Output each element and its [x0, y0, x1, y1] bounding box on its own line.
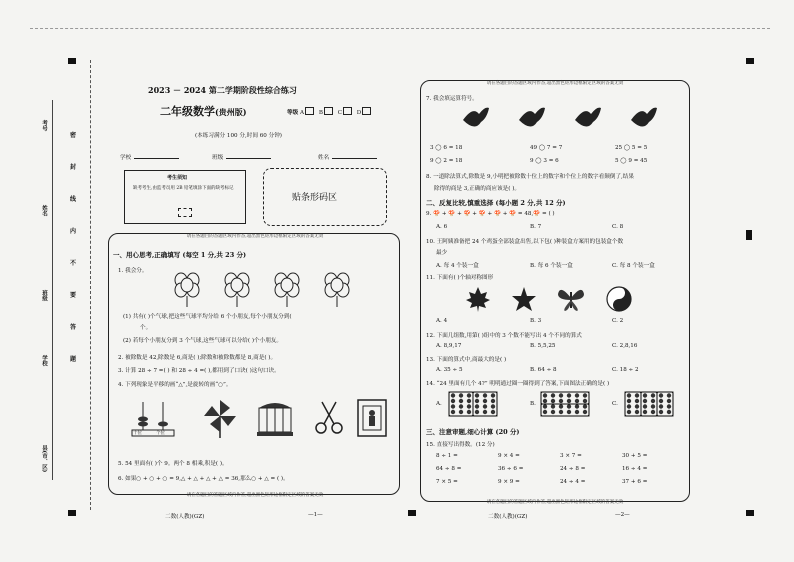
seal-char: 封: [70, 164, 77, 171]
heart-mark: [491, 404, 495, 408]
seal-char: 内: [70, 228, 77, 235]
registration-mark: [68, 510, 76, 516]
scissors-icon: [312, 398, 346, 438]
heart-mark: [483, 404, 487, 408]
balloon-bunch: [325, 273, 349, 307]
heart-mark: [635, 399, 639, 403]
section-3-title: 三、注意审题,细心计算 (20 分): [426, 428, 520, 436]
seal-char: 题: [70, 356, 77, 363]
heart-mark: [583, 404, 587, 408]
dove-icon: [519, 108, 545, 127]
balloon-bunch: [275, 273, 299, 307]
grade-checkbox[interactable]: [305, 107, 314, 115]
heart-mark: [451, 404, 455, 408]
seal-line: [90, 60, 91, 510]
q10-option-a[interactable]: A. 每 4 个装一盒: [436, 263, 479, 269]
maple-leaf-icon: [465, 286, 491, 312]
heart-mark: [659, 404, 663, 408]
grade-a: A: [299, 110, 305, 116]
q10-option-b[interactable]: B. 每 6 个装一盒: [530, 263, 573, 269]
heart-mark: [575, 393, 579, 397]
seal-char: 不: [70, 260, 77, 267]
subject-name: 二年级数学: [160, 105, 215, 118]
calc-item: 24 ÷ 8 =: [560, 466, 586, 472]
heart-mark: [483, 393, 487, 397]
q9-option-b[interactable]: B. 7: [530, 224, 542, 230]
butterfly-icon: [556, 286, 586, 312]
margin-fill-line: [52, 100, 53, 480]
q11-option-a[interactable]: A. 4: [436, 318, 448, 324]
q13-option-c[interactable]: C. 18 ÷ 2: [612, 367, 639, 373]
q12-option-a[interactable]: A. 8,9,17: [436, 343, 462, 349]
q7-item: 25 ◯ 5 = 5: [615, 145, 648, 151]
q11: 11. 下面有( )个轴对称图形: [426, 275, 494, 281]
q13-option-a[interactable]: A. 35 ÷ 5: [436, 367, 463, 373]
heart-mark: [567, 399, 571, 403]
absent-mark[interactable]: [178, 208, 192, 217]
subject-title: [160, 103, 247, 119]
name-field[interactable]: [318, 153, 377, 161]
heart-mark: [459, 404, 463, 408]
heart-mark: [551, 399, 555, 403]
heart-mark: [667, 393, 671, 397]
grade-checkbox[interactable]: [324, 107, 333, 115]
q1-2: (2) 若每个小朋友分到 3 个气球,这些气球可以分给( )个小朋友。: [123, 338, 282, 344]
heart-mark: [559, 404, 563, 408]
grade-d: D: [356, 110, 362, 116]
heart-grid-a: [448, 391, 498, 417]
q8b: 除得的商是 3,正确的商应该是( )。: [434, 186, 520, 192]
barcode-label: 贴条形码区: [292, 193, 338, 203]
calc-item: 8 ÷ 1 =: [436, 453, 458, 459]
heart-mark: [643, 399, 647, 403]
registration-mark: [746, 230, 752, 240]
heart-mark: [467, 410, 471, 414]
heart-mark: [467, 399, 471, 403]
grade-c: C: [337, 110, 342, 116]
calc-item: 3 × 7 =: [560, 453, 582, 459]
star-icon: [511, 286, 537, 312]
heart-mark: [451, 393, 455, 397]
q10b: 最少: [436, 250, 448, 256]
school-label: 学校: [120, 155, 132, 161]
elevator-icon: [355, 398, 389, 438]
calc-item: 16 ÷ 4 =: [622, 466, 648, 472]
margin-label-school: 学校: [41, 355, 47, 366]
heart-mark: [635, 393, 639, 397]
heart-mark: [475, 393, 479, 397]
carousel-icon: [255, 398, 295, 438]
q8: 8. 一道除法算式,除数是 9,小明把被除数十位上的数字和个位上的数字看颠倒了,结果: [426, 174, 634, 180]
q13: 13. 下面的算式中,商最大的是( ): [426, 357, 507, 363]
dove-illustration: [455, 104, 685, 136]
heart-mark: [543, 399, 547, 403]
calc-item: 24 ÷ 4 =: [560, 479, 586, 485]
q11-option-b[interactable]: B. 3: [530, 318, 542, 324]
q7-item: 9 ◯ 2 = 18: [430, 158, 463, 164]
heart-mark: [635, 410, 639, 414]
heart-mark: [459, 399, 463, 403]
heart-mark: [627, 410, 631, 414]
class-field[interactable]: [212, 153, 271, 161]
heart-mark: [491, 410, 495, 414]
registration-mark: [408, 510, 416, 516]
heart-mark: [551, 404, 555, 408]
balloon-illustration: [165, 272, 365, 308]
q6: 6. 如果○ + ○ + ○ = 9,△ + △ + △ + △ = 36,那么○ + △ = ( )。: [118, 476, 289, 482]
heart-mark: [483, 399, 487, 403]
q2: 2. 被除数是 42,除数是 6,商是( );除数和被除数都是 8,商是( )。: [118, 355, 277, 361]
exam-title: 2023 － 2024 第二学期阶段性综合练习: [148, 85, 297, 95]
seal-char: 要: [70, 292, 77, 299]
q4: 4. 下列现象是平移的画“△”,是旋转的画“○”。: [118, 382, 232, 388]
q5: 5. 54 里面有( )个 9。两个 8 相乘,积是( )。: [118, 461, 228, 467]
calc-item: 7 × 5 =: [436, 479, 458, 485]
heart-mark: [651, 399, 655, 403]
q7-item: 3 ◯ 6 = 18: [430, 145, 463, 151]
balloon-bunch: [225, 273, 249, 307]
heart-mark: [567, 404, 571, 408]
q12: 12. 下面几组数,用第( )组中的 3 个数不能写出 4 个不同的算式: [426, 333, 582, 339]
heart-mark: [643, 393, 647, 397]
grade-label: 等级: [287, 110, 299, 116]
exam-info: (本练习满分 100 分,时间 60 分钟): [195, 133, 282, 139]
grade-checkbox[interactable]: [362, 107, 371, 115]
heart-mark: [551, 393, 555, 397]
name-label: 姓名: [318, 155, 330, 161]
q7-item: 9 ◯ 3 = 6: [530, 158, 559, 164]
answer-notice: 请在各题目的答题区域内作答,超出黑色矩形边框限定区域的答案无效: [486, 81, 624, 86]
notice-box: [124, 170, 246, 224]
heart-mark: [583, 410, 587, 414]
q12-option-c[interactable]: C. 2,8,16: [612, 343, 638, 349]
dove-icon: [463, 108, 489, 127]
answer-notice: 请在各题目的答题区域内作答,超出黑色矩形边框限定区域的答案无效: [486, 500, 624, 505]
heart-mark: [459, 393, 463, 397]
edition: (贵州版): [215, 107, 247, 117]
q10: 10. 王阿姨准备把 24 个鸡蛋全部装盒出售,以下包( )种装盒方案用的包装盒个数: [426, 239, 624, 245]
heart-mark: [559, 393, 563, 397]
q12-option-b[interactable]: B. 5,5,25: [530, 343, 556, 349]
seal-char: 线: [70, 196, 77, 203]
heart-mark: [459, 410, 463, 414]
calc-item: 37 + 6 =: [622, 479, 648, 485]
heart-mark: [575, 410, 579, 414]
q9: 9. 🍄 + 🍄 + 🍄 + 🍄 + 🍄 + 🍄 = 48,🍄 = ( ): [426, 211, 555, 217]
footer-page-2: —2—: [615, 512, 630, 518]
answer-panel-right: [420, 80, 690, 502]
heart-mark: [651, 410, 655, 414]
yin-yang-icon: [606, 286, 632, 312]
heart-mark: [475, 399, 479, 403]
abacus-label-ones: 个位: [156, 431, 165, 436]
heart-mark: [627, 393, 631, 397]
margin-label-name: 姓名: [41, 205, 47, 216]
section-2-title: 二、反复比较,慎重选择 (每小题 2 分,共 12 分): [426, 199, 566, 207]
calc-item: 64 ÷ 8 =: [436, 466, 462, 472]
section-1-title: 一、用心思考,正确填写 (每空 1 分,共 23 分): [113, 251, 247, 259]
heart-mark: [567, 393, 571, 397]
heart-mark: [567, 410, 571, 414]
heart-mark: [483, 410, 487, 414]
q9-option-a[interactable]: A. 6: [436, 224, 448, 230]
margin-label-exam-no: 考号: [41, 120, 47, 131]
q1: 1. 我会分。: [118, 268, 148, 274]
notice-text: 缺考考生,由监考员用 2B 铅笔填涂下面的缺考标记: [133, 186, 234, 191]
heart-mark: [659, 393, 663, 397]
heart-mark: [627, 404, 631, 408]
heart-mark: [651, 404, 655, 408]
calc-item: 36 ÷ 6 =: [498, 466, 524, 472]
heart-mark: [667, 410, 671, 414]
q9-option-c[interactable]: C. 8: [612, 224, 624, 230]
heart-mark: [667, 399, 671, 403]
margin-label-county: 县(市、区): [41, 445, 47, 473]
heart-mark: [467, 393, 471, 397]
margin-label-class: 班级: [41, 290, 47, 301]
dove-icon: [575, 108, 601, 127]
q7-item: 49 ◯ 7 = 7: [530, 145, 563, 151]
class-label: 班级: [212, 155, 224, 161]
q10-option-c[interactable]: C. 每 8 个装一盒: [612, 263, 655, 269]
heart-mark: [559, 410, 563, 414]
q14-option-b[interactable]: B.: [530, 401, 536, 407]
registration-mark: [746, 510, 754, 516]
heart-mark: [635, 404, 639, 408]
q11-option-c[interactable]: C. 2: [612, 318, 624, 324]
heart-mark: [475, 410, 479, 414]
pinwheel-icon: [203, 398, 237, 438]
footer-left: 二数(人教)(GZ): [165, 514, 205, 520]
q1-1: (1) 共有( )个气球,把这些气球平均分给 6 个小朋友,每个小朋友分到(: [123, 314, 292, 320]
q14-option-c[interactable]: C.: [612, 401, 618, 407]
heart-mark: [643, 410, 647, 414]
heart-mark: [543, 393, 547, 397]
q3: 3. 计算 28 ÷ 7 =( ) 和 28 ÷ 4 =( ),都用到了口诀( )这句口诀。: [118, 368, 280, 374]
calc-item: 30 + 5 =: [622, 453, 648, 459]
heart-mark: [559, 399, 563, 403]
school-field[interactable]: [120, 153, 179, 161]
heart-mark: [651, 393, 655, 397]
heart-mark: [643, 404, 647, 408]
calc-item: 9 × 4 =: [498, 453, 520, 459]
notice-title: 考生须知: [167, 175, 188, 181]
heart-mark: [659, 410, 663, 414]
heart-mark: [551, 410, 555, 414]
heart-mark: [475, 404, 479, 408]
balloon-bunch: [175, 273, 199, 307]
top-edge: [30, 28, 770, 29]
dove-icon: [631, 108, 657, 127]
heart-mark: [583, 393, 587, 397]
heart-mark: [543, 404, 547, 408]
heart-mark: [667, 404, 671, 408]
answer-notice: 请在各题目的答题区域内作答,超出黑色矩形边框限定区域的答案无效: [186, 234, 324, 239]
seal-char: 密: [70, 132, 77, 139]
registration-mark: [68, 58, 76, 64]
heart-mark: [491, 399, 495, 403]
footer-left: 二数(人教)(GZ): [488, 514, 528, 520]
q1-1b: 个。: [140, 325, 152, 331]
q14-option-a[interactable]: A.: [436, 401, 442, 407]
grade-row: [287, 107, 374, 116]
q7: 7. 我会填运算符号。: [426, 96, 478, 102]
q15: 15. 直接写出得数。(12 分): [426, 442, 495, 448]
heart-mark: [575, 399, 579, 403]
heart-mark: [659, 399, 663, 403]
seal-char: 答: [70, 324, 77, 331]
heart-mark: [451, 410, 455, 414]
heart-mark: [627, 399, 631, 403]
grade-checkbox[interactable]: [343, 107, 352, 115]
answer-notice: 请在各题目的答题区域内作答,超出黑色矩形边框限定区域的答案无效: [186, 493, 324, 498]
q13-option-b[interactable]: B. 64 ÷ 8: [530, 367, 557, 373]
heart-mark: [491, 393, 495, 397]
registration-mark: [746, 58, 754, 64]
heart-mark: [575, 404, 579, 408]
q14: 14. “24 里面有几个 4?” 明明通过圈一圈得到了答案,下面图法正确的是( ): [426, 381, 610, 387]
calc-item: 9 × 9 =: [498, 479, 520, 485]
footer-page-1: —1—: [308, 512, 323, 518]
heart-mark: [583, 399, 587, 403]
q7-item: 5 ◯ 9 = 45: [615, 158, 648, 164]
heart-mark: [467, 404, 471, 408]
barcode-area: [263, 168, 387, 226]
abacus-label-tens: 十位: [133, 431, 142, 436]
heart-grid-c: [624, 391, 674, 417]
heart-mark: [451, 399, 455, 403]
heart-mark: [543, 410, 547, 414]
heart-grid-b: [540, 391, 590, 417]
grade-b: B: [318, 110, 323, 116]
